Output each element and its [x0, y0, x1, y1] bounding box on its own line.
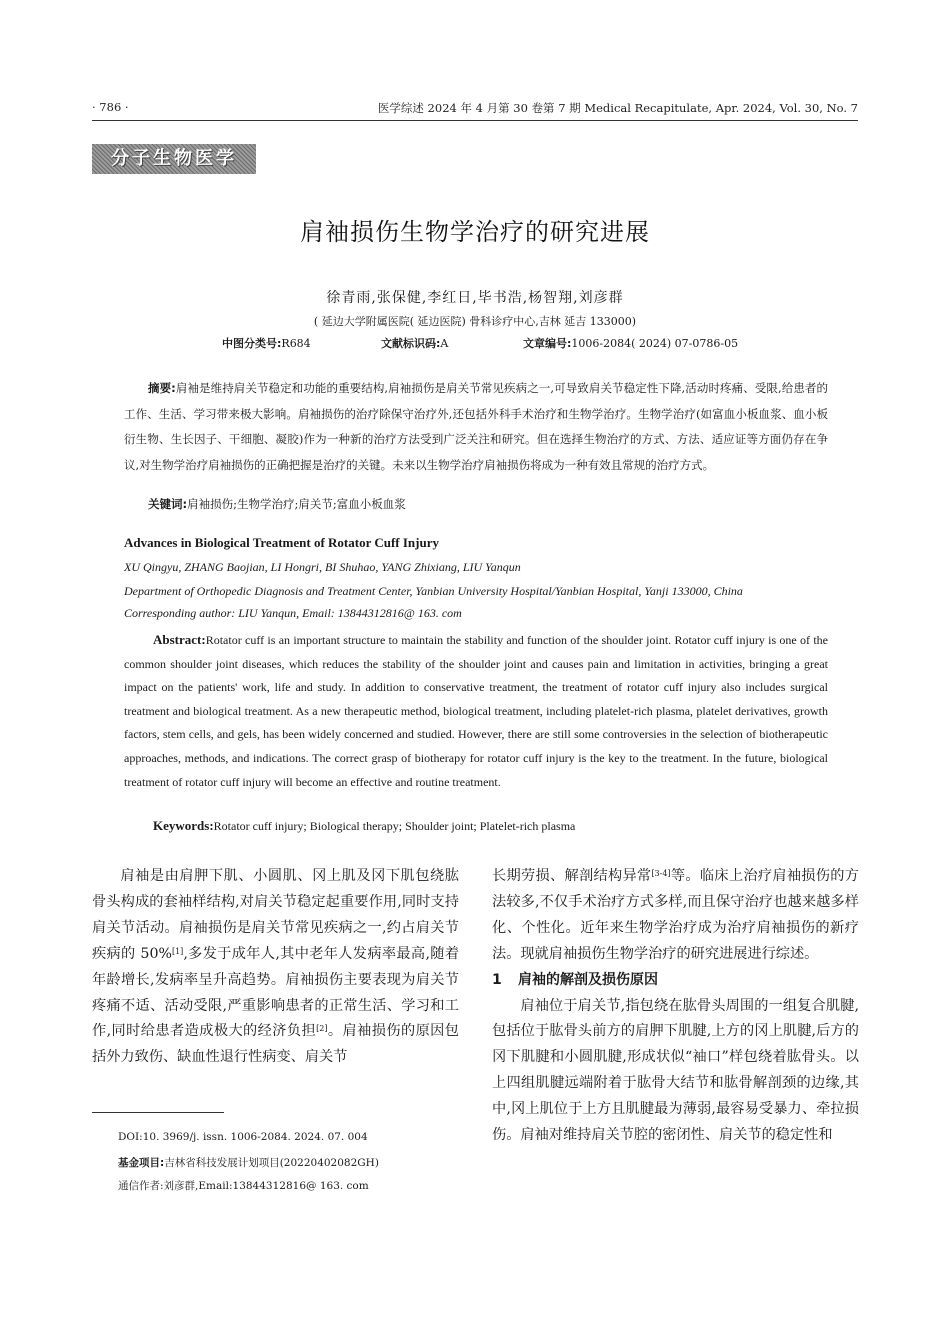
- body-text: 长期劳损、解剖结构异常: [492, 868, 652, 884]
- footnote-doi: DOI:10. 3969/j. issn. 1006-2084. 2024. 07. 004: [118, 1131, 368, 1143]
- header-rule: [92, 120, 858, 121]
- abstract-cn: [124, 376, 828, 478]
- keywords-cn-label: 关键词:: [148, 497, 188, 511]
- body-right-column: [492, 864, 859, 1149]
- authors: 徐青雨,张保健,李红日,毕书浩,杨智翔,刘彦群: [326, 290, 624, 306]
- fund-text: 吉林省科技发展计划项目(20220402082GH): [164, 1157, 379, 1169]
- abstract-cn-text: 肩袖是维持肩关节稳定和功能的重要结构,肩袖损伤是肩关节常见疾病之一,可导致肩关节稳定性下降,活动时疼痛、受限,给患者的工作、生活、学习带来极大影响。肩袖损伤的治疗除保守治疗外,还包括外科手术治疗和生物学治疗。生物学治疗(如富血小板血浆、血小板衍生物、生长因子、干细胞、凝胶)作为一种新的治疗方法受到广泛关注和研究。但在选择生物治疗的方式、方法、适应证等方面仍存在争议,对生物学治疗肩袖损伤的正确把握是治疗的关键。未来以生物学治疗肩袖损伤将成为一种有效且常规的治疗方式。: [124, 381, 828, 472]
- keywords-cn-text: 肩袖损伤;生物学治疗;肩关节;富血小板血浆: [187, 497, 406, 511]
- keywords-en-text: Rotator cuff injury; Biological therapy; Shoulder joint; Platelet-rich plasma: [213, 819, 576, 833]
- body-text: 等。临床上治疗肩袖损伤的方法较多,不仅手术治疗方式多样,而且保守治疗也越来越多样化、个性化。近年来生物学治疗成为治疗肩袖损伤的新疗法。现就肩袖损伤生物学治疗的研究进展进行综述。: [492, 868, 859, 962]
- footnote-corresponding: 通信作者:刘彦群,Email:13844312816@ 163. com: [118, 1180, 369, 1192]
- doc-label: 文献标识码:: [381, 337, 441, 350]
- journal-header: 医学综述 2024 年 4 月第 30 卷第 7 期 Medical Recapitulate, Apr. 2024, Vol. 30, No. 7: [377, 101, 858, 115]
- document-code: [381, 335, 448, 351]
- body-text: 。肩袖损伤的原因包括外力致伤、缺血性退行性病变、肩关节: [92, 1023, 459, 1066]
- section-number: 1: [492, 971, 502, 988]
- page-number: · 786 ·: [92, 100, 129, 114]
- english-corresponding-author: Corresponding author: LIU Yanqun, Email: 13844312816@ 163. com: [124, 606, 462, 620]
- keywords-cn: [148, 496, 406, 512]
- abstract-en-text: Rotator cuff is an important structure to maintain the stability and function of the shoulder joint. Rotator cuff injury is one of the common shoulder joint diseases, which reduces the stability of the shoulder joint and causes pain and limitation in activities, bringing a great impact on the patients' work, life and study. In addition to conservative treatment, the treatment of rotator cuff injury also includes surgical treatment and biological treatment. As a new therapeutic method, biological treatment, including platelet-rich plasma, platelet derivatives, growth factors, stem cells, and gels, has been widely concerned and studied. However, there are still some controversies in the selection of biotherapeutic approaches, methods, and indications. The correct grasp of biotherapy for rotator cuff injury is the key to the treatment. In the future, biological treatment of rotator cuff injury will become an effective and routine treatment.: [124, 633, 828, 789]
- body-paragraph: 肩袖位于肩关节,指包绕在肱骨头周围的一组复合肌腱,包括位于肱骨头前方的肩胛下肌腱,上方的冈上肌腱,后方的冈下肌腱和小圆肌腱,形成状似“袖口”样包绕着肱骨头。以上四组肌腱远端附着于肱骨大结节和肱骨解剖颈的边缘,其中,冈上肌位于上方且肌腱最为薄弱,最容易受暴力、牵拉损伤。肩袖对维持肩关节腔的密闭性、肩关节的稳定性和: [492, 997, 859, 1144]
- fund-label: 基金项目:: [118, 1157, 165, 1169]
- abstract-cn-label: 摘要:: [148, 381, 176, 395]
- affiliation: ( 延边大学附属医院( 延边医院) 骨科诊疗中心,吉林 延吉 133000): [313, 315, 637, 328]
- body-text: 肩袖是由肩胛下肌、小圆肌、冈上肌及冈下肌包绕肱骨头构成的套袖样结构,对肩关节稳定起重要作用,同时支持肩关节活动。肩袖损伤是肩关节常见疾病之一,约占肩关节疾病的 50%: [92, 868, 459, 962]
- citation: [2]: [316, 1024, 328, 1034]
- body-left-column: [92, 864, 459, 1071]
- english-title: Advances in Biological Treatment of Rotator Cuff Injury: [124, 535, 439, 550]
- section-tag: 分子生物医学: [92, 144, 256, 174]
- keywords-en-label: Keywords:: [153, 818, 214, 833]
- section-title: 肩袖的解剖及损伤原因: [518, 971, 658, 988]
- cls-value: R684: [281, 337, 311, 350]
- section-heading: [492, 968, 859, 994]
- body-paragraph: [92, 864, 459, 1071]
- paper-title: 肩袖损伤生物学治疗的研究进展: [300, 218, 650, 246]
- abstract-en-label: Abstract:: [153, 632, 206, 647]
- classification-number: [222, 335, 311, 351]
- english-affiliation: Department of Orthopedic Diagnosis and Treatment Center, Yanbian University Hospital/Yanbian Hospital, Yanji 133000, China: [124, 584, 743, 598]
- abstract-en: [124, 628, 828, 794]
- body-paragraph: [492, 864, 859, 968]
- citation: [3-4]: [651, 869, 671, 878]
- body-text: ,多发于成年人,其中老年人发病率最高,随着年龄增长,发病率呈升高趋势。肩袖损伤主要表现为肩关节疼痛不适、活动受限,严重影响患者的正常生活、学习和工作,同时给患者造成极大的经济负担: [92, 945, 460, 1040]
- art-label: 文章编号:: [523, 337, 572, 350]
- art-value: 1006-2084( 2024) 07-0786-05: [571, 337, 739, 350]
- footnote-funding: [118, 1155, 379, 1170]
- footnote-rule: [92, 1112, 224, 1113]
- doc-value: A: [440, 337, 449, 350]
- english-authors: XU Qingyu, ZHANG Baojian, LI Hongri, BI Shuhao, YANG Zhixiang, LIU Yanqun: [124, 560, 521, 574]
- keywords-en: [153, 818, 575, 834]
- citation: [1]: [171, 946, 184, 956]
- cls-label: 中图分类号:: [222, 337, 282, 350]
- article-number: [523, 335, 738, 351]
